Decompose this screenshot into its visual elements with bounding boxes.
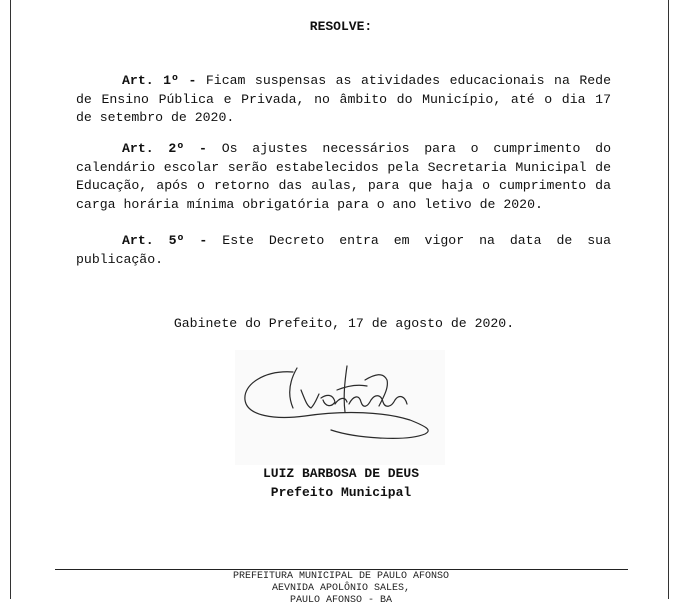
resolve-heading: RESOLVE: bbox=[309, 19, 373, 34]
article-2 bbox=[76, 140, 611, 214]
article-1-text: Ficam suspensas as atividades educacionais na Rede de Ensino Pública e Privada, no âmbito do Município, até o dia 17 de setembro de 2020. bbox=[76, 73, 611, 125]
footer-divider bbox=[55, 569, 628, 570]
footer-line-2: AEVNIDA APOLÔNIO SALES, bbox=[271, 583, 411, 594]
signature-image bbox=[235, 350, 445, 465]
article-1-label: Art. 1º - bbox=[122, 73, 197, 88]
page-border-right bbox=[668, 0, 669, 599]
article-5-label: Art. 5º - bbox=[122, 233, 208, 248]
article-5 bbox=[76, 232, 611, 269]
footer-line-1: PREFEITURA MUNICIPAL DE PAULO AFONSO bbox=[232, 571, 450, 582]
article-5-text: Este Decreto entra em vigor na data de sua publicação. bbox=[76, 233, 611, 267]
article-2-label: Art. 2º - bbox=[122, 141, 207, 156]
article-2-text: Os ajustes necessários para o cumprimento do calendário escolar serão estabelecidos pela Secretaria Municipal de Educação, após o retorno das aulas, para que haja o cumprimento da carga horária mínima obrigatória para o ano letivo de 2020. bbox=[76, 141, 611, 212]
footer-line-3: PAULO AFONSO - BA bbox=[289, 595, 393, 606]
article-1 bbox=[76, 72, 611, 128]
closing-line: Gabinete do Prefeito, 17 de agosto de 2020. bbox=[173, 316, 515, 331]
signer-name: LUIZ BARBOSA DE DEUS bbox=[262, 466, 420, 481]
page-border-left bbox=[10, 0, 11, 599]
signer-title: Prefeito Municipal bbox=[270, 485, 412, 500]
